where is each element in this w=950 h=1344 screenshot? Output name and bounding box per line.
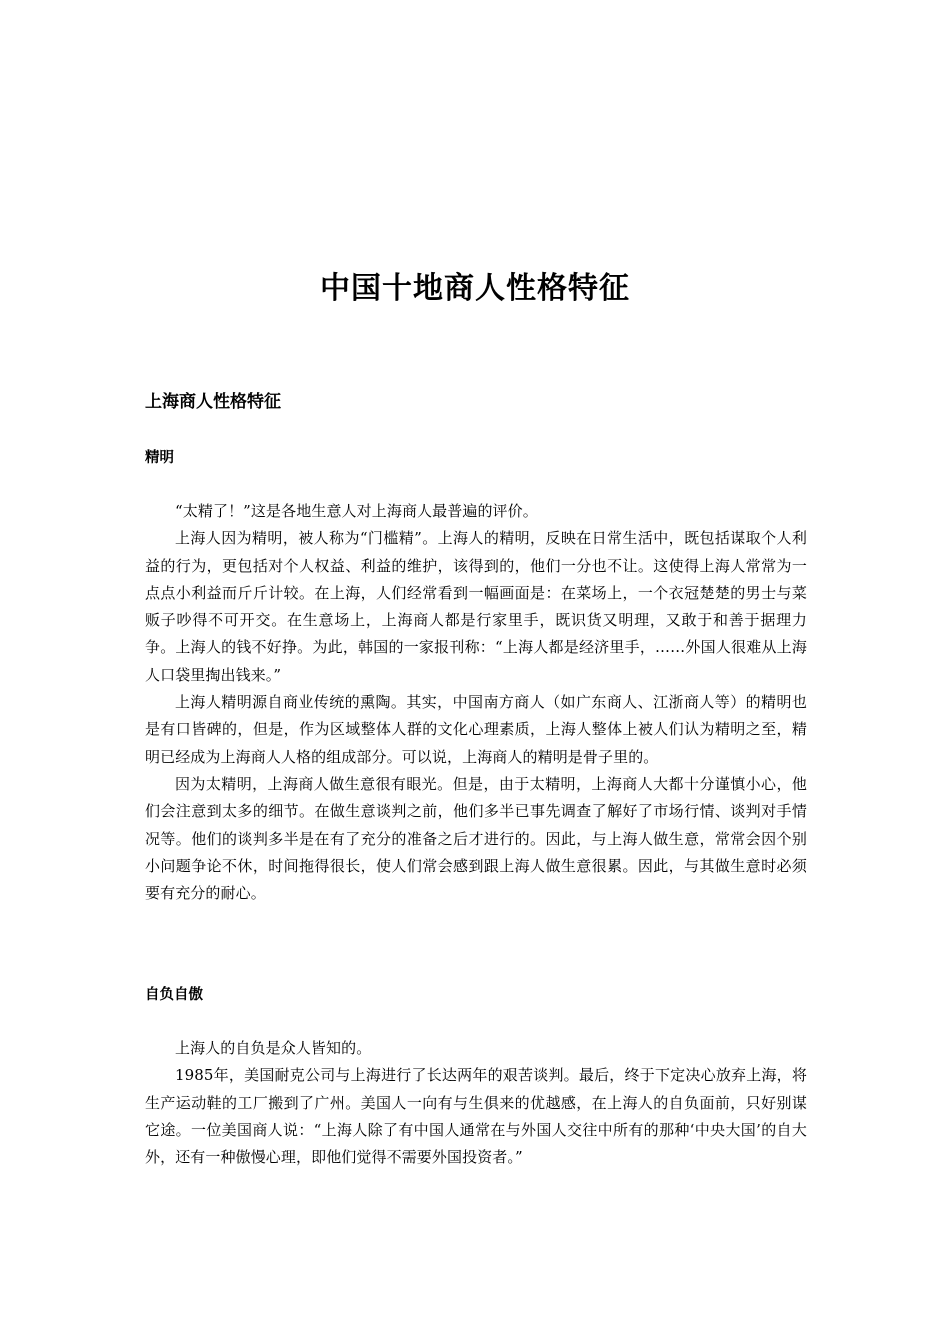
section-title: 上海商人性格特征	[145, 392, 281, 412]
paragraph: 上海人精明源自商业传统的熏陶。其实，中国南方商人（如广东商人、江浙商人等）的精明也是有口皆碑的，但是，作为区域整体人群的文化心理素质，上海人整体上被人们认为精明之至，精明已经成为上海商人人格的组成部分。可以说，上海商人的精明是骨子里的。	[145, 693, 807, 766]
paragraph: 上海人因为精明，被人称为“门槛精”。上海人的精明，反映在日常生活中，既包括谋取个人利益的行为，更包括对个人权益、利益的维护，该得到的，他们一分也不让。这使得上海人常常为一点点小利益而斤斤计较。在上海，人们经常看到一幅画面是：在菜场上，一个衣冠楚楚的男士与菜贩子吵得不可开交。在生意场上，上海商人都是行家里手，既识货又明理，又敢于和善于据理力争。上海人的钱不好挣。为此，韩国的一家报刊称：“上海人都是经济里手，……外国人很难从上海人口袋里掏出钱来。”	[145, 529, 807, 684]
paragraph: “太精了！”这是各地生意人对上海商人最普遍的评价。	[175, 502, 538, 520]
paragraph: 因为太精明，上海商人做生意很有眼光。但是，由于太精明，上海商人大都十分谨慎小心，他们会注意到太多的细节。在做生意谈判之前，他们多半已事先调查了解好了市场行情、谈判对手情况等。他们的谈判多半是在有了充分的准备之后才进行的。因此，与上海人做生意，常常会因个别小问题争论不休，时间拖得很长，使人们常会感到跟上海人做生意很累。因此，与其做生意时必须要有充分的耐心。	[145, 774, 807, 903]
paragraph: 上海人的自负是众人皆知的。	[175, 1039, 372, 1057]
subsection-heading-arrogant: 自负自傲	[145, 987, 203, 1003]
subsection-body-shrewd	[145, 498, 807, 907]
paragraph: 1985年，美国耐克公司与上海进行了长达两年的艰苦谈判。最后，终于下定决心放弃上海，将生产运动鞋的工厂搬到了广州。美国人一向有与生俱来的优越感，在上海人的自负面前，只好别谋它途。一位美国商人说：“上海人除了有中国人通常在与外国人交往中所有的那种‘中央大国’的自大外，还有一种傲慢心理，即他们觉得不需要外国投资者。”	[145, 1066, 807, 1167]
subsection-heading-shrewd: 精明	[145, 450, 174, 466]
document-title: 中国十地商人性格特征	[320, 271, 630, 306]
subsection-body-arrogant	[145, 1035, 807, 1171]
